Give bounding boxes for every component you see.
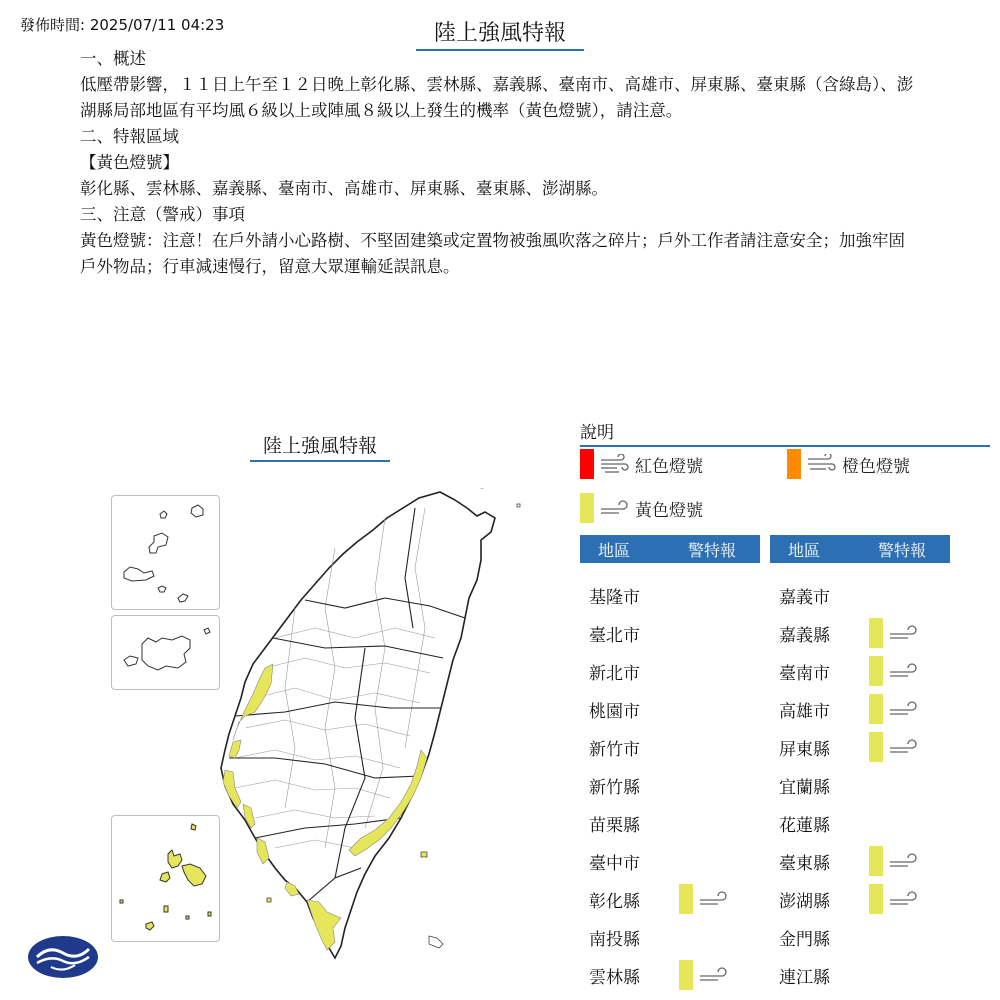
table-row: [770, 922, 869, 952]
legend-red: [580, 449, 703, 479]
region-name: 臺中市: [589, 853, 640, 874]
region-name: 高雄市: [779, 701, 830, 722]
yellow-signal: [869, 618, 920, 648]
yellow-bar: [679, 960, 693, 990]
strong-wind-icon: [806, 454, 838, 474]
region-name: 新竹市: [589, 739, 640, 760]
cwa-logo: [27, 935, 99, 979]
table-row: [580, 580, 679, 610]
region-name: 雲林縣: [589, 967, 640, 988]
yellow-bar: [869, 694, 883, 724]
kinmen-inset: [111, 615, 220, 690]
yellow-bar: [869, 618, 883, 648]
yellow-signal: [869, 884, 920, 914]
yellow-signal: [869, 732, 920, 762]
yellow-bar: [869, 656, 883, 686]
col-warning: 警特報: [878, 540, 927, 560]
region-name: 澎湖縣: [779, 891, 830, 912]
strong-wind-icon: [599, 454, 631, 474]
table-row: [580, 884, 730, 914]
region-name: 金門縣: [779, 929, 830, 950]
wind-icon: [888, 737, 920, 757]
legend-title: 說明: [580, 418, 990, 447]
region-name: 連江縣: [779, 967, 830, 988]
table-row: [580, 960, 730, 990]
red-label: 紅色燈號: [635, 456, 703, 477]
table-row: [770, 808, 869, 838]
table-row: [770, 656, 920, 686]
table-row: [580, 732, 679, 762]
wind-icon: [599, 498, 631, 518]
wind-icon: [888, 851, 920, 871]
table-row: [770, 580, 869, 610]
table-row: [770, 770, 869, 800]
table-row: [580, 694, 679, 724]
yellow-bar: [869, 884, 883, 914]
table-row: [770, 694, 920, 724]
table-row: [580, 656, 679, 686]
region-name: 苗栗縣: [589, 815, 640, 836]
orange-label: 橙色燈號: [842, 456, 910, 477]
table-row: [770, 846, 920, 876]
table-row: [770, 732, 920, 762]
penghu-inset: [111, 815, 220, 942]
table-row: [580, 618, 679, 648]
yellow-signal: [679, 960, 730, 990]
matsu-islands: [112, 496, 219, 609]
yellow-signal: [869, 694, 920, 724]
wind-icon: [698, 889, 730, 909]
table-row: [580, 922, 679, 952]
table-header-left: [580, 535, 760, 563]
yellow-swatch: [580, 493, 594, 523]
region-name: 屏東縣: [779, 739, 830, 760]
region-name: 臺北市: [589, 625, 640, 646]
section1-heading: 一、概述: [80, 49, 146, 68]
yellow-signal: [869, 846, 920, 876]
region-name: 彰化縣: [589, 891, 640, 912]
table-row: [770, 618, 920, 648]
region-name: 宜蘭縣: [779, 777, 830, 798]
wind-icon: [888, 661, 920, 681]
orange-swatch: [787, 449, 801, 479]
table-row: [580, 770, 679, 800]
table-row: [770, 884, 920, 914]
section2-heading: 二、特報區域: [80, 127, 179, 146]
col-warning: 警特報: [688, 540, 737, 560]
region-name: 嘉義市: [779, 587, 830, 608]
yellow-label: 黃色燈號: [635, 500, 703, 521]
wind-icon: [888, 623, 920, 643]
kinmen-islands: [112, 616, 219, 689]
region-name: 嘉義縣: [779, 625, 830, 646]
region-name: 基隆市: [589, 587, 640, 608]
region-name: 花蓮縣: [779, 815, 830, 836]
taiwan-map: [215, 488, 525, 968]
table-row: [580, 846, 679, 876]
region-name: 新竹縣: [589, 777, 640, 798]
region-name: 臺南市: [779, 663, 830, 684]
table-row: [580, 808, 679, 838]
matsu-inset: [111, 495, 220, 610]
wind-icon: [888, 699, 920, 719]
col-region: 地區: [788, 540, 821, 560]
wind-icon: [888, 889, 920, 909]
table-header-right: [770, 535, 950, 563]
yellow-bar: [869, 732, 883, 762]
yellow-bar: [679, 884, 693, 914]
section2-areas: 彰化縣、雲林縣、嘉義縣、臺南市、高雄市、屏東縣、臺東縣、澎湖縣。: [80, 179, 608, 198]
red-swatch: [580, 449, 594, 479]
yellow-bar: [869, 846, 883, 876]
region-name: 新北市: [589, 663, 640, 684]
yellow-signal: [869, 656, 920, 686]
region-name: 桃園市: [589, 701, 640, 722]
bulletin-body: [80, 46, 920, 280]
penghu-islands: [112, 816, 219, 941]
legend-yellow: [580, 493, 703, 523]
wind-icon: [698, 965, 730, 985]
section2-signal: 【黃色燈號】: [80, 153, 179, 172]
issue-time: 發佈時間: 2025/07/11 04:23: [20, 16, 225, 34]
map-title: 陸上強風特報: [250, 431, 390, 462]
section1-text: 低壓帶影響，１１日上午至１２日晚上彰化縣、雲林縣、嘉義縣、臺南市、高雄市、屏東縣、臺東縣（含綠島）、澎湖縣局部地區有平均風６級以上或陣風８級以上發生的機率（黃色燈號），請注意。: [80, 75, 914, 120]
region-name: 南投縣: [589, 929, 640, 950]
page-title: 陸上強風特報: [416, 16, 584, 51]
yellow-signal: [679, 884, 730, 914]
section3-text: 黃色燈號：注意！在戶外請小心路樹、不堅固建築或定置物被強風吹落之碎片；戶外工作者請注意安全；加強牢固戶外物品；行車減速慢行，留意大眾運輸延誤訊息。: [80, 231, 905, 276]
col-region: 地區: [598, 540, 631, 560]
section3-heading: 三、注意（警戒）事項: [80, 205, 245, 224]
table-row: [770, 960, 869, 990]
legend-orange: [787, 449, 910, 479]
region-name: 臺東縣: [779, 853, 830, 874]
